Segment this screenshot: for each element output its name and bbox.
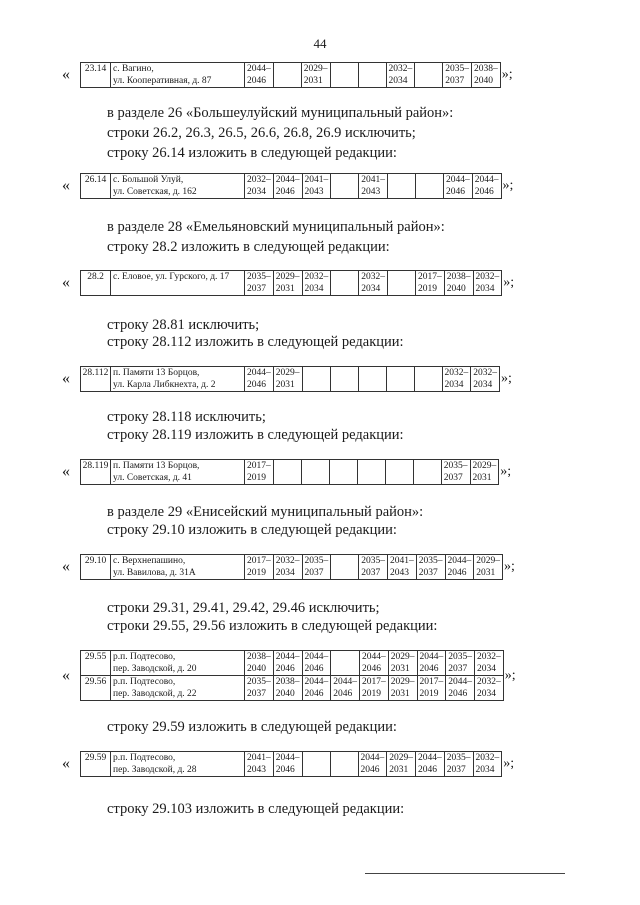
address-line: ул. Вавилова, д. 31А	[113, 568, 196, 578]
instruction-text: строку 28.2 изложить в следующей редакции:	[107, 239, 390, 255]
row-number-cell: 29.55	[81, 651, 111, 676]
year-range-cell	[444, 174, 473, 199]
year-range-cell	[359, 271, 388, 296]
year-range-cell	[444, 752, 473, 777]
year-range-cell	[273, 651, 302, 676]
year-range-cell	[416, 555, 445, 580]
table-block-3	[62, 270, 514, 296]
year-start: 2044–	[247, 368, 271, 378]
year-range-cell	[472, 174, 501, 199]
year-range-cell	[245, 63, 274, 88]
address-line: с. Верхнепашино,	[113, 556, 186, 566]
opening-quote: «	[62, 66, 70, 83]
address-line: п. Памяти 13 Борцов,	[113, 461, 200, 471]
year-range-cell	[302, 752, 330, 777]
opening-quote: «	[62, 370, 70, 387]
year-range-cell	[245, 752, 274, 777]
year-end: 2034	[361, 284, 381, 294]
year-end: 2037	[247, 689, 266, 699]
year-start: 2044–	[333, 677, 357, 687]
year-range-cell	[273, 174, 302, 199]
year-end: 2046	[275, 664, 295, 674]
year-end: 2043	[247, 765, 266, 775]
year-start: 2044–	[446, 175, 470, 185]
address-cell	[111, 555, 245, 580]
year-start: 2032–	[475, 272, 500, 282]
year-start: 2032–	[361, 272, 385, 282]
year-end: 2040	[474, 76, 493, 86]
year-end: 2034	[475, 765, 495, 775]
opening-quote: «	[62, 558, 70, 575]
row-number-cell: 26.14	[81, 174, 111, 199]
section-29-heading: в разделе 29 «Енисейский муниципальный район»:	[107, 504, 424, 520]
opening-quote: «	[62, 666, 70, 684]
table-row	[81, 63, 501, 88]
year-range-cell	[388, 271, 416, 296]
table-row	[81, 752, 502, 777]
year-end: 2046	[304, 689, 324, 699]
year-start: 2032–	[388, 64, 413, 74]
year-end: 2031	[389, 765, 409, 775]
year-start: 2044–	[275, 753, 300, 763]
year-end: 2043	[304, 187, 324, 197]
year-range-cell	[273, 555, 302, 580]
year-end: 2031	[476, 568, 496, 578]
year-range-cell	[416, 271, 445, 296]
year-end: 2046	[418, 765, 437, 775]
year-end: 2031	[275, 380, 295, 390]
year-range-cell	[245, 271, 274, 296]
year-range-cell	[330, 752, 358, 777]
year-end: 2046	[446, 187, 465, 197]
address-line: пер. Заводской, д. 22	[113, 689, 197, 699]
year-start: 2044–	[304, 677, 329, 687]
year-end: 2040	[446, 284, 466, 294]
year-end: 2040	[275, 689, 295, 699]
year-end: 2019	[419, 689, 439, 699]
address-cell	[111, 271, 245, 296]
year-end: 2037	[304, 568, 324, 578]
year-end: 2046	[275, 765, 295, 775]
year-start: 2044–	[247, 64, 271, 74]
row-number-cell: 29.10	[81, 555, 111, 580]
year-range-cell	[417, 676, 446, 701]
year-end: 2043	[361, 187, 381, 197]
year-end: 2034	[275, 568, 295, 578]
year-end: 2046	[447, 568, 467, 578]
address-line: с. Вагино,	[113, 64, 154, 74]
address-cell	[111, 676, 245, 701]
data-table	[80, 751, 502, 777]
closing-quote: »;	[503, 275, 515, 290]
year-range-cell	[413, 460, 441, 485]
table-row	[81, 555, 503, 580]
year-end: 2031	[472, 473, 492, 483]
year-range-cell	[445, 555, 474, 580]
year-start: 2044–	[448, 677, 472, 687]
address-line: п. Памяти 13 Борцов,	[113, 368, 200, 378]
instruction-text: строки 29.31, 29.41, 29.42, 29.46 исключить;	[107, 600, 380, 616]
year-start: 2035–	[418, 556, 443, 566]
year-range-cell	[416, 174, 444, 199]
data-table	[80, 554, 503, 580]
year-start: 2032–	[275, 556, 300, 566]
row-number-cell: 28.2	[81, 271, 111, 296]
year-start: 2044–	[447, 556, 472, 566]
year-start: 2041–	[361, 175, 385, 185]
year-end: 2037	[448, 664, 468, 674]
year-end: 2037	[446, 765, 466, 775]
address-cell	[111, 367, 245, 392]
instruction-text: строки 26.2, 26.3, 26.5, 26.6, 26.8, 26.9 исключить;	[107, 125, 416, 141]
instruction-text: строку 29.103 изложить в следующей редакции:	[107, 801, 405, 817]
year-range-cell	[360, 651, 389, 676]
address-line: ул. Карла Либкнехта, д. 2	[113, 380, 216, 390]
year-range-cell	[331, 271, 359, 296]
year-end: 2046	[275, 187, 295, 197]
year-start: 2029–	[476, 556, 500, 566]
address-line: ул. Советская, д. 162	[113, 187, 197, 197]
instruction-text: строку 28.112 изложить в следующей редакции:	[107, 334, 404, 350]
closing-quote: »;	[500, 464, 512, 479]
year-start: 2044–	[304, 652, 329, 662]
year-end: 2037	[443, 473, 463, 483]
year-start: 2035–	[448, 652, 472, 662]
data-table	[80, 459, 499, 485]
address-line: пер. Заводской, д. 28	[113, 765, 197, 775]
year-start: 2035–	[443, 461, 468, 471]
year-end: 2037	[445, 76, 465, 86]
year-start: 2017–	[418, 272, 442, 282]
address-line: ул. Советская, д. 41	[113, 473, 192, 483]
year-range-cell	[360, 676, 389, 701]
year-range-cell	[245, 367, 274, 392]
year-range-cell	[388, 555, 417, 580]
year-range-cell	[302, 367, 330, 392]
year-end: 2034	[247, 187, 266, 197]
table-block-5	[62, 459, 511, 485]
row-number-cell: 29.56	[81, 676, 111, 701]
year-range-cell	[273, 367, 302, 392]
table-block-8	[62, 751, 514, 777]
address-line: пер. Заводской, д. 20	[113, 664, 197, 674]
year-start: 2044–	[275, 175, 300, 185]
year-range-cell	[388, 676, 417, 701]
closing-quote: »;	[502, 178, 514, 193]
year-start: 2029–	[303, 64, 328, 74]
instruction-text: строку 28.81 исключить;	[107, 317, 260, 333]
year-range-cell	[301, 460, 329, 485]
year-end: 2040	[247, 664, 266, 674]
year-end: 2037	[418, 568, 438, 578]
year-range-cell	[444, 271, 473, 296]
year-end: 2046	[333, 689, 353, 699]
table-block-4	[62, 366, 512, 392]
year-end: 2046	[474, 187, 494, 197]
year-range-cell	[245, 174, 274, 199]
year-range-cell	[273, 271, 302, 296]
year-range-cell	[359, 555, 388, 580]
address-line: ул. Кооперативная, д. 87	[113, 76, 212, 86]
year-range-cell	[473, 271, 502, 296]
row-number-cell: 29.59	[81, 752, 111, 777]
year-range-cell	[302, 271, 331, 296]
address-cell	[111, 460, 245, 485]
year-end: 2046	[360, 765, 380, 775]
year-end: 2031	[303, 76, 323, 86]
opening-quote: «	[62, 755, 70, 772]
year-range-cell	[358, 367, 386, 392]
year-start: 2044–	[419, 652, 444, 662]
year-end: 2019	[362, 689, 381, 699]
year-range-cell	[388, 174, 416, 199]
year-start: 2035–	[445, 64, 469, 74]
closing-quote: »;	[501, 67, 513, 82]
year-range-cell	[358, 752, 387, 777]
year-range-cell	[415, 63, 443, 88]
instruction-text: строки 29.55, 29.56 изложить в следующей редакции:	[107, 618, 438, 634]
year-range-cell	[470, 460, 499, 485]
address-cell	[111, 174, 245, 199]
opening-quote: «	[62, 274, 70, 291]
year-end: 2043	[390, 568, 409, 578]
year-start: 2038–	[275, 677, 300, 687]
year-range-cell	[471, 367, 500, 392]
year-range-cell	[386, 63, 415, 88]
address-line: с. Еловое, ул. Гурского, д. 17	[113, 272, 230, 282]
year-end: 2046	[247, 380, 266, 390]
year-end: 2037	[361, 568, 381, 578]
closing-quote: »;	[504, 559, 515, 574]
year-start: 2041–	[304, 175, 329, 185]
year-range-cell	[331, 174, 359, 199]
year-range-cell	[273, 752, 302, 777]
address-line: р.п. Подтесово,	[113, 677, 176, 687]
address-line: р.п. Подтесово,	[113, 652, 176, 662]
year-start: 2044–	[360, 753, 385, 763]
year-end: 2019	[247, 473, 266, 483]
year-range-cell	[302, 174, 331, 199]
year-start: 2038–	[446, 272, 471, 282]
instruction-text: строку 28.119 изложить в следующей редакции:	[107, 427, 404, 443]
year-range-cell	[443, 63, 472, 88]
year-start: 2029–	[472, 461, 497, 471]
year-start: 2035–	[361, 556, 385, 566]
year-start: 2017–	[419, 677, 444, 687]
year-end: 2034	[304, 284, 324, 294]
year-range-cell	[359, 174, 388, 199]
year-start: 2032–	[304, 272, 329, 282]
year-range-cell	[245, 460, 274, 485]
year-start: 2032–	[247, 175, 271, 185]
year-end: 2031	[390, 664, 410, 674]
closing-quote: »;	[501, 371, 512, 386]
year-start: 2035–	[247, 677, 271, 687]
year-start: 2044–	[474, 175, 499, 185]
year-range-cell	[302, 555, 331, 580]
year-end: 2037	[247, 284, 266, 294]
year-range-cell	[301, 63, 330, 88]
year-start: 2041–	[390, 556, 414, 566]
year-start: 2038–	[474, 64, 498, 74]
data-table	[80, 650, 504, 701]
year-start: 2035–	[446, 753, 471, 763]
year-start: 2017–	[362, 677, 386, 687]
year-range-cell	[386, 367, 414, 392]
year-end: 2046	[362, 664, 381, 674]
table-row	[81, 367, 500, 392]
year-end: 2046	[304, 664, 324, 674]
year-end: 2046	[247, 76, 266, 86]
year-end: 2034	[473, 380, 493, 390]
year-range-cell	[302, 676, 331, 701]
opening-quote: «	[62, 463, 70, 480]
year-end: 2034	[477, 664, 496, 674]
instruction-text: строку 28.118 исключить;	[107, 409, 266, 425]
table-block-6	[62, 554, 515, 580]
opening-quote: «	[62, 177, 70, 194]
year-range-cell	[446, 676, 475, 701]
year-range-cell	[442, 367, 471, 392]
table-row	[81, 460, 499, 485]
table-row	[81, 676, 504, 701]
page-number: 44	[313, 36, 327, 51]
year-end: 2031	[275, 284, 295, 294]
year-range-cell	[441, 460, 470, 485]
instruction-text: строку 29.59 изложить в следующей редакции:	[107, 719, 397, 735]
year-start: 2029–	[275, 368, 300, 378]
year-range-cell	[387, 752, 416, 777]
year-start: 2044–	[275, 652, 300, 662]
year-end: 2019	[418, 284, 437, 294]
closing-quote: »;	[503, 756, 515, 771]
data-table	[80, 366, 500, 392]
data-table	[80, 62, 501, 88]
year-end: 2019	[247, 568, 266, 578]
year-range-cell	[273, 460, 301, 485]
address-cell	[111, 752, 245, 777]
year-start: 2029–	[389, 753, 413, 763]
year-range-cell	[473, 752, 502, 777]
row-number-cell: 23.14	[81, 63, 111, 88]
year-start: 2035–	[247, 272, 271, 282]
year-start: 2032–	[477, 677, 501, 687]
row-number-cell: 28.119	[81, 460, 111, 485]
year-start: 2032–	[473, 368, 497, 378]
year-start: 2029–	[390, 652, 415, 662]
year-start: 2041–	[247, 753, 271, 763]
year-range-cell	[330, 367, 358, 392]
data-table	[80, 270, 502, 296]
year-range-cell	[388, 651, 417, 676]
address-cell	[111, 651, 245, 676]
instruction-text: строку 29.10 изложить в следующей редакции:	[107, 522, 397, 538]
year-start: 2017–	[247, 461, 271, 471]
year-range-cell	[329, 460, 357, 485]
year-end: 2031	[390, 689, 410, 699]
year-range-cell	[414, 367, 442, 392]
year-range-cell	[475, 676, 504, 701]
year-range-cell	[245, 555, 274, 580]
year-end: 2034	[475, 284, 495, 294]
year-start: 2044–	[362, 652, 386, 662]
data-table	[80, 173, 502, 199]
year-range-cell	[302, 651, 331, 676]
table-row	[81, 271, 502, 296]
row-number-cell: 28.112	[81, 367, 111, 392]
year-range-cell	[273, 676, 302, 701]
table-row	[81, 651, 504, 676]
year-range-cell	[358, 63, 386, 88]
year-start: 2035–	[304, 556, 329, 566]
year-start: 2032–	[444, 368, 469, 378]
year-range-cell	[330, 63, 358, 88]
address-line: р.п. Подтесово,	[113, 753, 176, 763]
year-end: 2034	[388, 76, 408, 86]
year-end: 2046	[419, 664, 439, 674]
instruction-text: строку 26.14 изложить в следующей редакции:	[107, 145, 397, 161]
year-end: 2034	[477, 689, 496, 699]
footer-rule	[365, 873, 565, 874]
year-range-cell	[357, 460, 385, 485]
year-start: 2044–	[418, 753, 442, 763]
year-range-cell	[472, 63, 501, 88]
year-range-cell	[475, 651, 504, 676]
year-range-cell	[385, 460, 413, 485]
table-row	[81, 174, 502, 199]
section-28-heading: в разделе 28 «Емельяновский муниципальный район»:	[107, 219, 445, 235]
year-start: 2029–	[390, 677, 415, 687]
year-range-cell	[416, 752, 445, 777]
table-block-1	[62, 62, 513, 88]
year-start: 2029–	[275, 272, 300, 282]
year-end: 2034	[444, 380, 464, 390]
address-line: с. Большой Улуй,	[113, 175, 184, 185]
year-range-cell	[331, 676, 360, 701]
year-start: 2032–	[477, 652, 501, 662]
year-range-cell	[417, 651, 446, 676]
table-block-7	[62, 650, 516, 701]
year-range-cell	[245, 676, 274, 701]
year-range-cell	[331, 651, 360, 676]
table-block-2	[62, 173, 513, 199]
year-start: 2017–	[247, 556, 271, 566]
year-range-cell	[474, 555, 503, 580]
year-start: 2032–	[475, 753, 500, 763]
section-26-heading: в разделе 26 «Большеулуйский муниципальный район»:	[107, 105, 454, 121]
year-range-cell	[331, 555, 359, 580]
year-range-cell	[245, 651, 274, 676]
closing-quote: »;	[504, 667, 516, 683]
year-end: 2046	[448, 689, 468, 699]
address-cell	[111, 63, 245, 88]
year-start: 2038–	[247, 652, 271, 662]
year-range-cell	[446, 651, 475, 676]
year-range-cell	[273, 63, 301, 88]
